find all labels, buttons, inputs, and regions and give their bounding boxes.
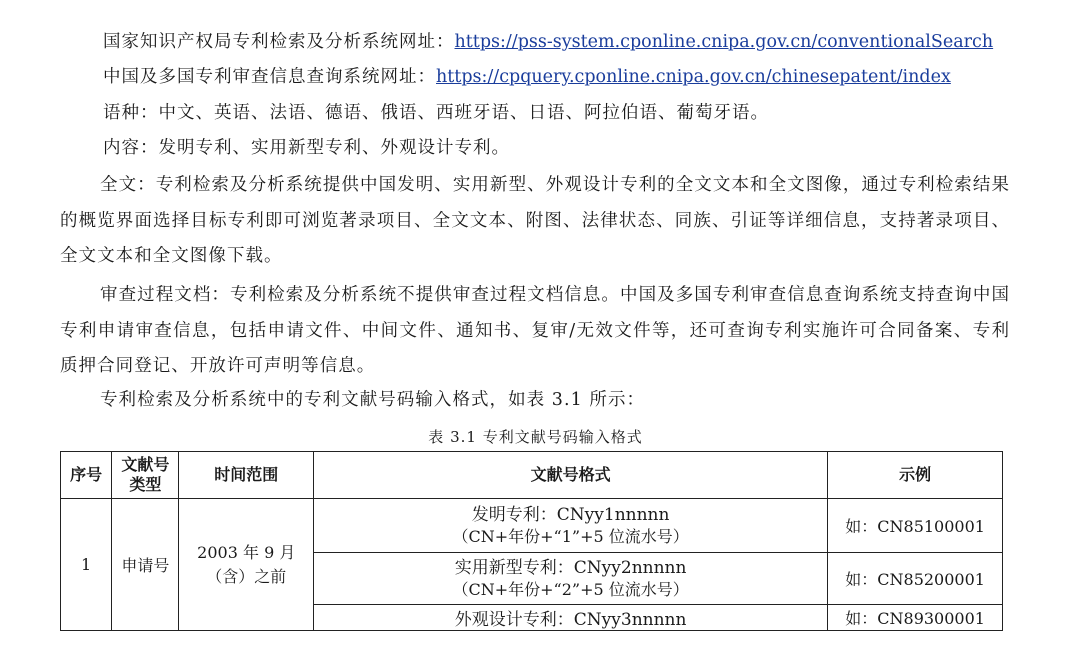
fulltext-paragraph: 全文：专利检索及分析系统提供中国发明、实用新型、外观设计专利的全文文本和全文图像，通过专利检索结果的概览界面选择目标专利即可浏览著录项目、全文文本、附图、法律状态、同族、引证等详细信息，支持著录项目、全文文本和全文图像下载。 [60,175,1010,266]
examination-paragraph: 审查过程文档：专利检索及分析系统不提供审查过程文档信息。中国及多国专利审查信息查询系统支持查询中国专利申请审查信息，包括申请文件、中间文件、通知书、复审/无效文件等，还可查询专利实施许可合同备案、专利质押合同登记、开放许可声明等信息。 [60,285,1010,376]
utility-format-line-2: （CN+年份+“2”+5 位流水号） [452,579,689,599]
cell-design-format: 外观设计专利：CNyy3nnnnn [314,605,828,631]
header-example: 示例 [828,452,1003,499]
cell-invention-example: 如：CN85100001 [828,499,1003,553]
cell-utility-format [314,553,828,605]
cell-utility-example: 如：CN85200001 [828,553,1003,605]
cpquery-url-line [103,66,951,88]
cell-invention-format [314,499,828,553]
header-time-range: 时间范围 [179,452,314,499]
invention-format-line-1: 发明专利：CNyy1nnnnn [471,504,670,525]
cnipa-url-line [103,31,993,53]
cnipa-url-link[interactable]: https://pss-system.cponline.cnipa.gov.cn/conventionalSearch [454,32,994,52]
time-range-line-2: （含）之前 [206,566,287,586]
content-line: 内容：发明专利、实用新型专利、外观设计专利。 [103,138,510,158]
header-format: 文献号格式 [314,452,828,499]
cpquery-url-link[interactable]: https://cpquery.cponline.cnipa.gov.cn/chinesepatent/index [436,67,951,87]
doc-number-format-table [60,451,1003,631]
cnipa-url-label: 国家知识产权局专利检索及分析系统网址： [103,32,455,52]
table-caption: 表 3.1 专利文献号码输入格式 [428,428,643,446]
table-row [61,499,1003,553]
cell-time-range [179,499,314,631]
header-doc-type: 文献号类型 [112,452,179,499]
table-header-row [61,452,1003,499]
cell-design-example: 如：CN89300001 [828,605,1003,631]
intro-paragraph: 专利检索及分析系统中的专利文献号码输入格式，如表 3.1 所示： [100,390,646,410]
time-range-line-1: 2003 年 9 月 [197,542,296,562]
cell-seq: 1 [61,499,112,631]
invention-format-line-2: （CN+年份+“1”+5 位流水号） [452,526,689,546]
header-seq: 序号 [61,452,112,499]
cpquery-url-label: 中国及多国专利审查信息查询系统网址： [103,67,436,87]
utility-format-line-1: 实用新型专利：CNyy2nnnnn [454,557,687,578]
cell-doc-type: 申请号 [112,499,179,631]
languages-line: 语种：中文、英语、法语、德语、俄语、西班牙语、日语、阿拉伯语、葡萄牙语。 [103,103,769,123]
